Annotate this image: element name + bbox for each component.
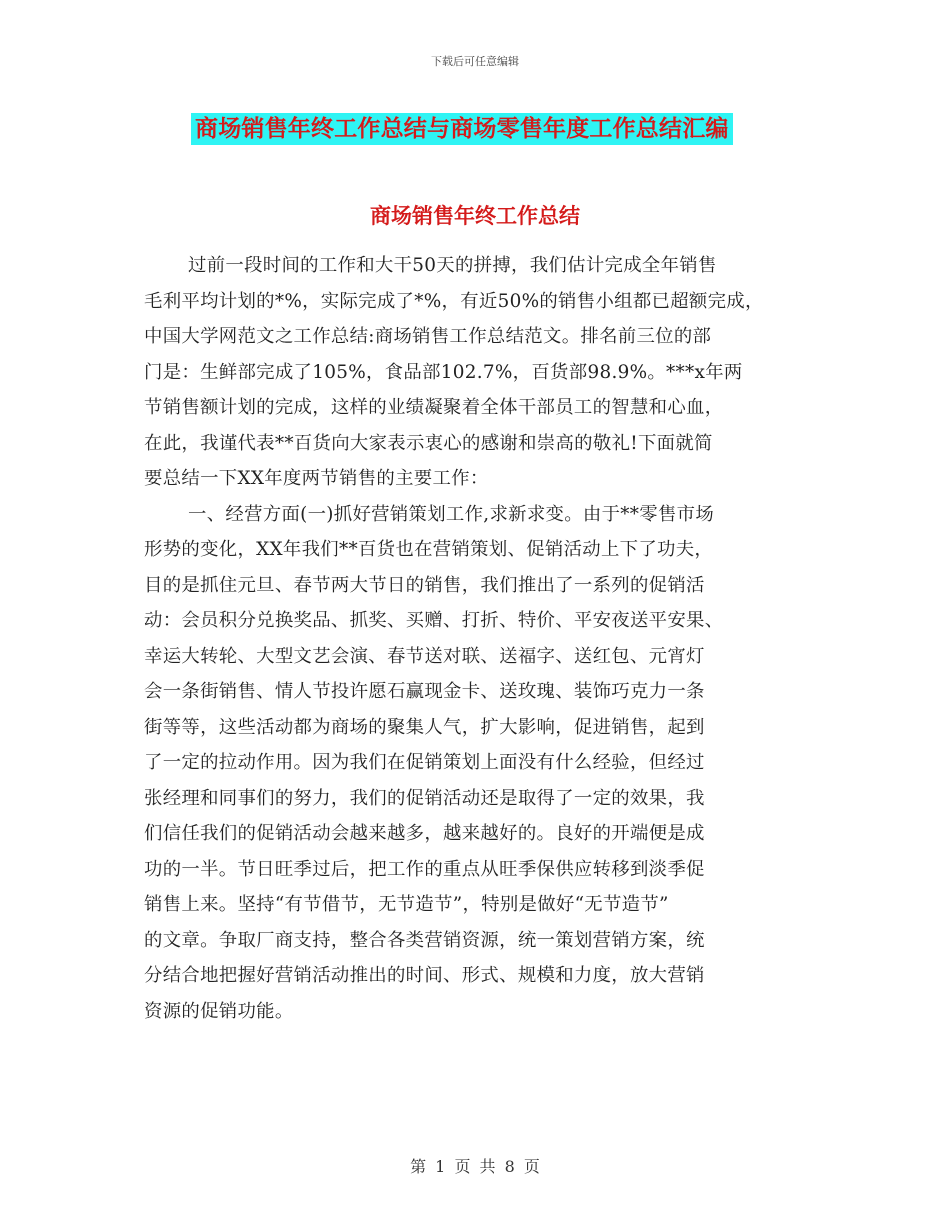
paragraph-line: 会一条街销售、情人节投许愿石赢现金卡、送玫瑰、装饰巧克力一条	[144, 681, 705, 702]
paragraph-line: 分结合地把握好营销活动推出的时间、形式、规模和力度，放大营销	[144, 965, 705, 986]
paragraph-line: 的文章。争取厂商支持，整合各类营销资源，统一策划营销方案，统	[144, 929, 705, 951]
paragraph-line: 功的一半。节日旺季过后，把工作的重点从旺季保供应转移到淡季促	[144, 858, 705, 880]
paragraph-line: 们信任我们的促销活动会越来越多，越来越好的。良好的开端便是成	[144, 823, 705, 844]
paragraph-line: 毛利平均计划的*%，实际完成了*%，有近50%的销售小组都已超额完成，	[144, 290, 764, 312]
paragraph-line: 节销售额计划的完成，这样的业绩凝聚着全体干部员工的智慧和心血，	[144, 397, 724, 418]
paragraph-line: 过前一段时间的工作和大干50天的拼搏，我们估计完成全年销售	[188, 255, 717, 276]
paragraph-line: 要总结一下XX年度两节销售的主要工作：	[144, 468, 489, 489]
body-text	[144, 248, 804, 1029]
paragraph-line: 目的是抓住元旦、春节两大节日的销售，我们推出了一系列的促销活	[144, 574, 705, 596]
page-footer: 第 1 页 共 8 页	[410, 1157, 540, 1176]
paragraph-line: 形势的变化，XX年我们**百货也在营销策划、促销活动上下了功夫，	[144, 539, 714, 560]
document-title: 商场销售年终工作总结与商场零售年度工作总结汇编	[191, 113, 733, 145]
paragraph-line: 在此，我谨代表**百货向大家表示衷心的感谢和崇高的敬礼!下面就简	[144, 432, 713, 454]
paragraph-line: 销售上来。坚持“有节借节，无节造节”，特别是做好“无节造节”	[144, 894, 669, 915]
paragraph-line: 张经理和同事们的努力，我们的促销活动还是取得了一定的效果，我	[144, 787, 705, 809]
paragraph-line: 一、经营方面(一)抓好营销策划工作,求新求变。由于**零售市场	[188, 503, 715, 525]
paragraph-line: 街等等，这些活动都为商场的聚集人气，扩大影响，促进销售，起到	[144, 716, 705, 738]
header-note: 下载后可任意编辑	[431, 55, 519, 68]
section-title: 商场销售年终工作总结	[370, 204, 580, 228]
paragraph-line: 动：会员积分兑换奖品、抓奖、买赠、打折、特价、平安夜送平安果、	[144, 610, 724, 631]
paragraph-line: 门是：生鲜部完成了105%，食品部102.7%，百货部98.9%。***x年两	[144, 361, 743, 383]
paragraph-line: 幸运大转轮、大型文艺会演、春节送对联、送福字、送红包、元宵灯	[144, 645, 705, 667]
paragraph-line: 中国大学网范文之工作总结:商场销售工作总结范文。排名前三位的部	[144, 326, 712, 347]
paragraph-line: 了一定的拉动作用。因为我们在促销策划上面没有什么经验，但经过	[144, 752, 705, 773]
paragraph-line: 资源的促销功能。	[144, 1000, 294, 1022]
